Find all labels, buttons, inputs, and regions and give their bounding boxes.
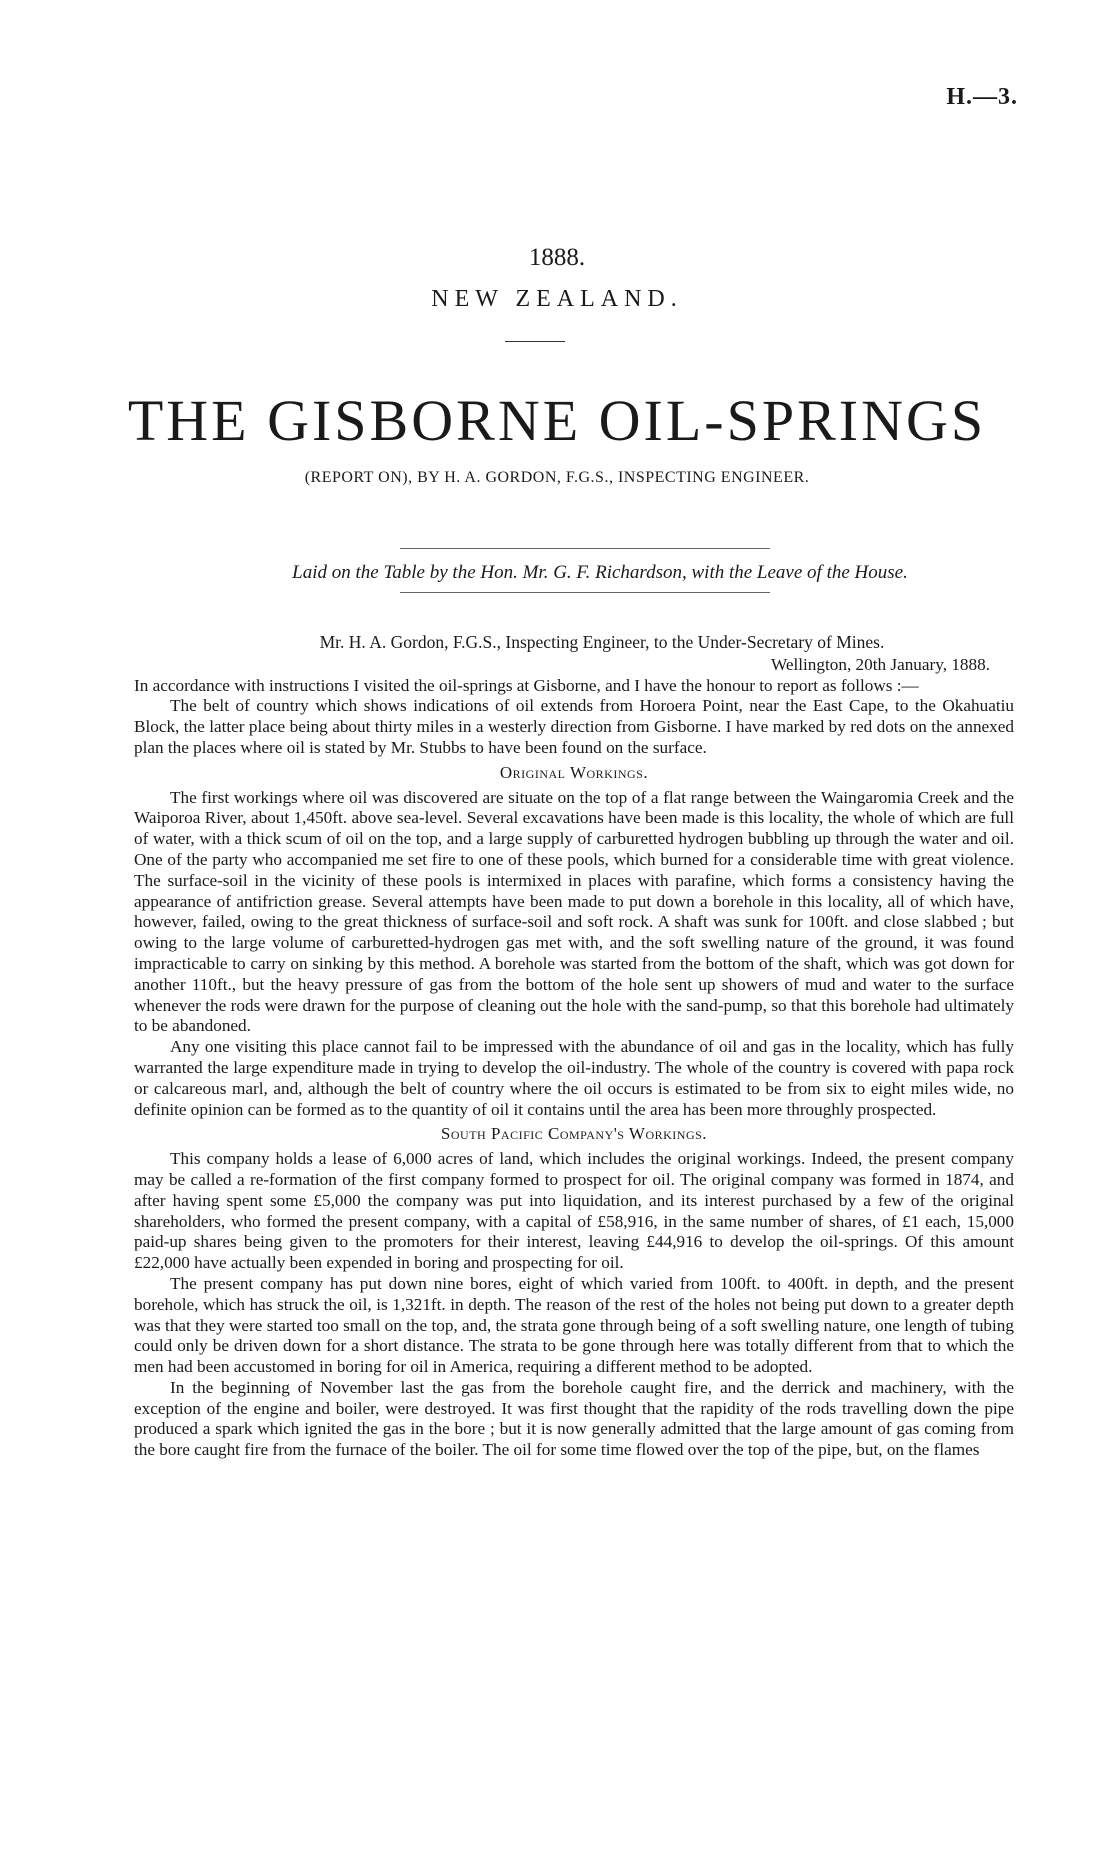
original-paragraph: The first workings where oil was discovered are situate on the top of a flat range between the Waingaromia Creek and the Waiporoa River, about 1,450ft. above sea-level. Several excavations have been made is this locality, the whole of which are full of water, with a thick scum of oil on the top, and a large supply of carburetted hydrogen bubbling up through the water and oil. One of the party who accompanied me set fire to one of these pools, which burned for a considerable time with great violence. The surface-soil in the vicinity of these pools is intermixed in places with parafine, which forms a consistency having the appearance of antifriction grease. Several attempts have been made to put down a borehole in this locality, all of which have, however, failed, owing to the great thickness of surface-soil and soft rock. A shaft was sunk for 100ft. and close slabbed ; but owing to the large volume of carburetted-hydrogen gas met with, and the soft swelling nature of the ground, it was found impracticable to carry on sinking by this method. A borehole was started from the bottom of the shaft, which was got down for another 110ft., but the heavy pressure of gas from the bottom of the hole sent up showers of mud and water to the surface whenever the rods were drawn for the purpose of cleaning out the hole with the sand-pump, so that this borehole had ultimately to be abandoned. <box>134 787 1014 1036</box>
page-title: THE GISBORNE OIL-SPRINGS <box>127 388 987 453</box>
page-subtitle: (REPORT ON), BY H. A. GORDON, F.G.S., INSPECTING ENGINEER. <box>304 469 810 486</box>
laid-rule-top <box>400 548 770 549</box>
original-paragraph: Any one visiting this place cannot fail to be impressed with the abundance of oil and gas in the locality, which has fully warranted the large expenditure made in trying to develop the oil-industry. The whole of the country is covered with papa rock or calcareous marl, and, although the belt of country where the oil occurs is estimated to be from six to eight miles wide, no definite opinion can be formed as to the quantity of oil it contains until the area has been more throughly prospected. <box>134 1037 1014 1119</box>
section-heading-original-workings: Original Workings. <box>499 762 649 782</box>
letter-address: Mr. H. A. Gordon, F.G.S., Inspecting Engineer, to the Under-Secretary of Mines. <box>319 632 885 652</box>
intro-paragraph: In accordance with instructions I visited the oil-springs at Gisborne, and I have the honour to report as follows :— <box>134 675 919 695</box>
laid-rule-bottom <box>400 592 770 593</box>
document-year: 1888. <box>528 244 586 271</box>
section-heading-south-pacific: South Pacific Company's Workings. <box>440 1124 708 1144</box>
laid-on-table-note: Laid on the Table by the Hon. Mr. G. F. Richardson, with the Leave of the House. <box>292 562 908 583</box>
south-paragraph: In the beginning of November last the gas from the borehole caught fire, and the derrick and machinery, with the exception of the engine and boiler, were destroyed. It was first thought that the rapidity of the rods travelling down the pipe produced a spark which ignited the gas in the bore ; but it is now generally admitted that the large amount of gas coming from the bore caught fire from the furnace of the boiler. The oil for some time flowed over the top of the pipe, but, on the flames <box>134 1377 1014 1460</box>
document-country: NEW ZEALAND. <box>431 286 683 312</box>
south-paragraph: This company holds a lease of 6,000 acres of land, which includes the original workings. Indeed, the present company may be called a re-formation of the first company formed to prospect for oil. The original company was formed in 1874, and after having spent some £5,000 the company was put into liquidation, and its interest purchased by a few of the original shareholders, who formed the present company, with a capital of £58,916, in the same number of shares, of £1 each, 15,000 paid-up shares being given to the promoters for their interest, leaving £44,916 to develop the oil-springs. Of this amount £22,000 have actually been expended in boring and prospecting for oil. <box>134 1149 1014 1273</box>
letter-dateline: Wellington, 20th January, 1888. <box>771 654 990 674</box>
intro-paragraph: The belt of country which shows indications of oil extends from Horoera Point, near the East Cape, to the Okahuatiu Block, the latter place being about thirty miles in a westerly direction from Gisborne. I have marked by red dots on the annexed plan the places where oil is stated by Mr. Stubbs to have been found on the surface. <box>134 696 1014 757</box>
south-paragraph: The present company has put down nine bores, eight of which varied from 100ft. to 400ft. in depth, and the present borehole, which has struck the oil, is 1,321ft. in depth. The reason of the rest of the holes not being put down to a greater depth was that they were started too small on the top, and, the strata gone through being of a soft swelling nature, one length of tubing could only be driven down for a short distance. The strata to be gone through here was totally different from that to which the men had been accustomed in boring for oil in America, requiring a different method to be adopted. <box>134 1273 1014 1377</box>
title-divider <box>505 341 565 342</box>
report-body <box>134 632 1014 1461</box>
document-reference: H.—3. <box>946 84 1018 110</box>
